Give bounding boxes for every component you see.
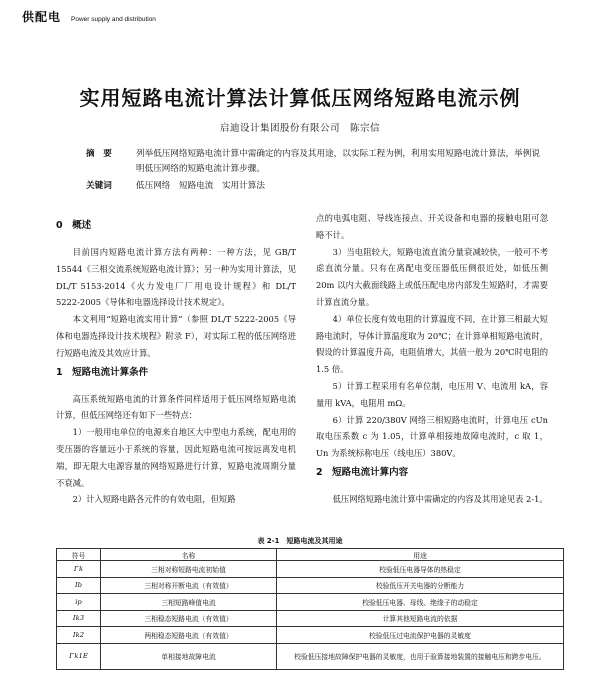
table-header-row — [57, 549, 564, 561]
section-1-paragraph-3: 2）计入短路电路各元件的有效电阻，但短路 — [72, 494, 236, 505]
right-paragraph-continued: 点的电弧电阻、导线连接点、开关设备和电器的接触电阻可忽略不计。 — [316, 213, 548, 240]
table-row — [57, 627, 564, 644]
section-1-heading: 1 短路电流计算条件 — [56, 366, 149, 378]
right-paragraph-5: 5）计算工程采用有名单位制，电压用 V、电流用 kA，容量用 kVA，电阻用 mΩ。 — [316, 380, 548, 408]
abstract — [86, 147, 546, 177]
header-name: 名称 — [101, 549, 277, 561]
table-row — [57, 610, 564, 627]
cell-symbol: I″k — [57, 561, 101, 578]
cell-name: 三相对称短路电流初始值 — [101, 561, 277, 578]
cell-name: 三相对称开断电流（有效值） — [101, 577, 277, 594]
short-circuit-table — [56, 548, 564, 670]
cell-symbol: Ik3 — [57, 610, 101, 627]
section-0-paragraph-2: 本文利用“短路电流实用计算”（参照 DL/T 5222-2005《导体和电器选择设计技术规程》附录 F），对实际工程的低压网络进行短路电流及其效应计算。 — [56, 314, 296, 358]
right-paragraph-4: 4）单位长度有效电阻的计算温度不同，在计算三相最大短路电流时，导体计算温度取为 20℃；在计算单相短路电流时，假设的计算温度升高，电阻值增大，其值一般为 20℃时电阻的 1.5 倍。 — [316, 313, 548, 375]
header-usage: 用途 — [277, 549, 564, 561]
cell-name: 两相稳态短路电流（有效值） — [101, 627, 277, 644]
cell-usage: 校验低压过电流保护电器的灵敏度 — [277, 627, 564, 644]
cell-usage: 校验低压电器导体的热稳定 — [277, 561, 564, 578]
cell-usage: 计算其他短路电流的依据 — [277, 610, 564, 627]
cell-name: 三相稳态短路电流（有效值） — [101, 610, 277, 627]
section-2-paragraph-1: 低压网络短路电流计算中需确定的内容及其用途见表 2-1。 — [332, 493, 548, 504]
right-paragraph-3: 3）当电阻较大，短路电流直流分量衰减较快，一般可不考虑直流分量。只有在离配电变压器低压侧很近处，如低压侧 20m 以内大截面线路上或低压配电房内部发生短路时，才需要计算直流分量。 — [316, 246, 548, 307]
section-2-heading: 2 短路电流计算内容 — [316, 466, 409, 478]
right-paragraph-6: 6）计算 220/380V 网络三相短路电流时，计算电压 cUn 取电压系数 c 为 1.05，计算单相接地故障电流时，c 取 1，Un 为系统标称电压（线电压）380V。 — [316, 414, 548, 459]
cell-usage: 校验低压开关电器的分断能力 — [277, 577, 564, 594]
abstract-label: 摘 要 — [86, 149, 112, 159]
keywords — [86, 179, 546, 194]
header-symbol: 符号 — [57, 549, 101, 561]
journal-section-en: Power supply and distribution — [71, 16, 156, 23]
section-0-paragraph-1: 目前国内短路电流计算方法有两种：一种方法，见 GB/T 15544《三相交流系统短路电流计算》；另一种为实用计算法，见 DL/T 5153-2014《火力发电厂厂用电设计规程》和 DL/T 5222-2005《导体和电器选择设计技术规定》。 — [56, 247, 296, 308]
section-0-heading: 0 概述 — [56, 220, 92, 231]
cell-symbol: I″k1E — [57, 643, 101, 669]
table-row — [57, 643, 564, 669]
cell-symbol: Ik2 — [57, 627, 101, 644]
keywords-label: 关键词 — [86, 181, 112, 191]
paper-authors: 启迪设计集团股份有限公司 陈宗信 — [219, 123, 380, 134]
keywords-text: 低压网络 短路电流 实用计算法 — [136, 181, 265, 191]
section-1-paragraph-2: 1）一般用电单位的电源来自地区大中型电力系统，配电用的变压器的容量远小于系统的容量，因此短路电流可按远离发电机端，即无限大电源容量的网络短路进行计算，短路电流周期分量不衰减。 — [56, 427, 296, 488]
table-caption: 表 2-1 短路电流及其用途 — [257, 537, 343, 545]
cell-name: 单相接地故障电流 — [101, 643, 277, 669]
cell-usage: 校验低压接地故障保护电器的灵敏度，也用于验算接地装置的接触电压和跨步电压。 — [277, 643, 564, 669]
paper-title: 实用短路电流计算法计算低压网络短路电流示例 — [79, 86, 521, 110]
abstract-text: 列举低压网络短路电流计算中需确定的内容及其用途，以实际工程为例，利用实用短路电流计算法，举例说明低压网络的短路电流计算步骤。 — [136, 149, 540, 174]
section-1-paragraph-1: 高压系统短路电流的计算条件同样适用于低压网络短路电流计算，但低压网络还有如下一些特点： — [56, 393, 296, 421]
left-column — [56, 218, 296, 508]
journal-header — [22, 8, 156, 25]
table-row — [57, 594, 564, 611]
journal-section-cn: 供配电 — [22, 10, 62, 24]
cell-symbol: ip — [57, 594, 101, 611]
cell-usage: 校验低压电器、母线、绝缘子的动稳定 — [277, 594, 564, 611]
cell-name: 三相短路峰值电流 — [101, 594, 277, 611]
table-row — [57, 561, 564, 578]
cell-symbol: Ib — [57, 577, 101, 594]
table-row — [57, 577, 564, 594]
right-column — [316, 210, 548, 508]
